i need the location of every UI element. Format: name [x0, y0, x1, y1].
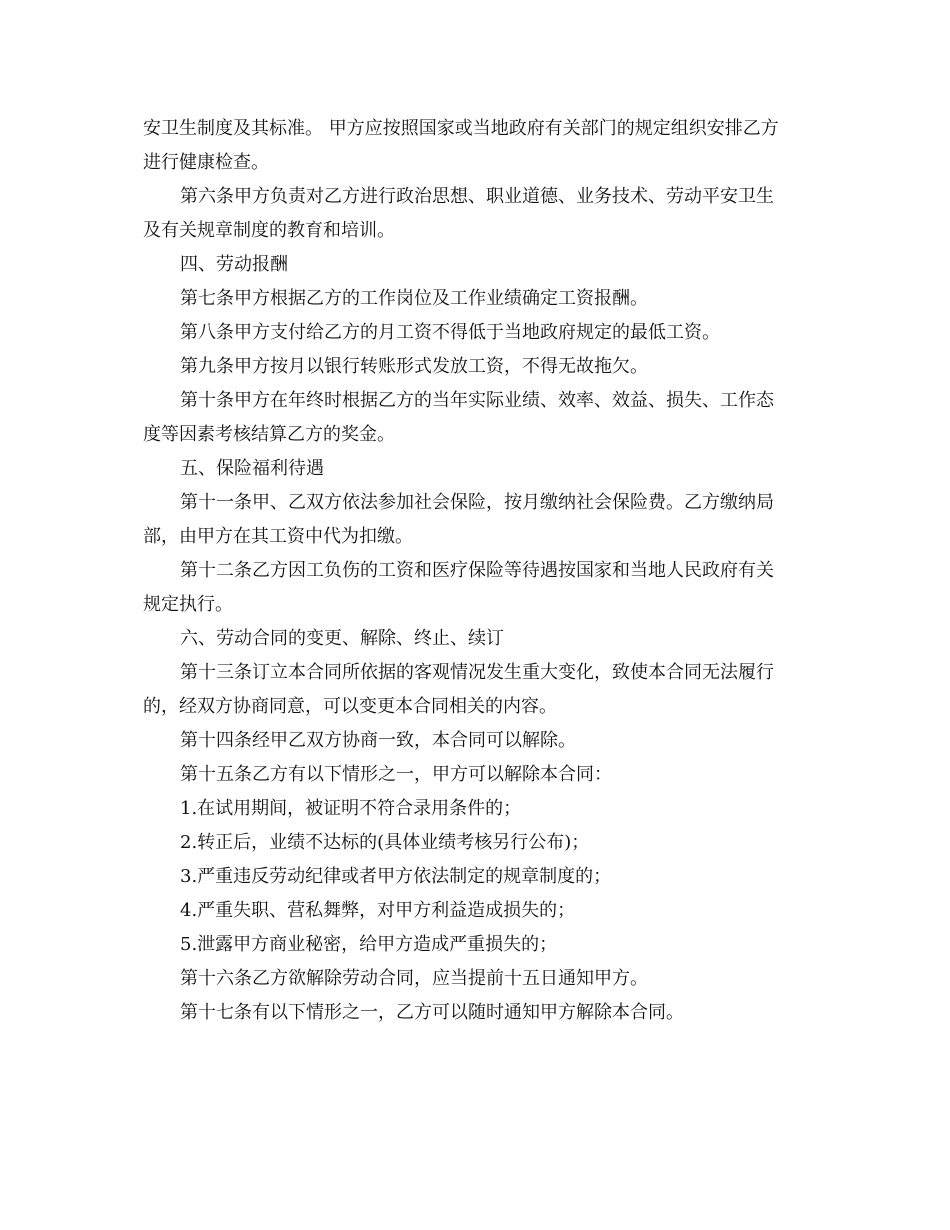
- paragraph-article-8: [143, 316, 803, 350]
- paragraph-line: 1.在试用期间，被证明不符合录用条件的；: [180, 798, 522, 819]
- section-heading-4: [143, 248, 803, 282]
- list-item-2: [143, 826, 803, 860]
- paragraph-article-15: [143, 758, 803, 792]
- list-item-1: [143, 792, 803, 826]
- paragraph-line: 第十七条有以下情形之一，乙方可以随时通知甲方解除本合同。: [180, 1002, 684, 1023]
- list-item-3: [143, 860, 803, 894]
- section-heading-5: [143, 452, 803, 486]
- paragraph-line: 安卫生制度及其标准。 甲方应按照国家或当地政府有关部门的规定组织安排乙方: [143, 118, 779, 139]
- list-item-4: [143, 894, 803, 928]
- section-heading-6: [143, 622, 803, 656]
- paragraph-line: 第七条甲方根据乙方的工作岗位及工作业绩确定工资报酬。: [180, 288, 648, 309]
- paragraph-line: 部，由甲方在其工资中代为扣缴。: [143, 526, 413, 547]
- paragraph-line: 3.严重违反劳动纪律或者甲方依法制定的规章制度的；: [180, 866, 612, 887]
- paragraph-line: 第十六条乙方欲解除劳动合同，应当提前十五日通知甲方。: [180, 968, 648, 989]
- paragraph-article-6: [143, 180, 803, 248]
- paragraph-line: 四、劳动报酬: [180, 254, 288, 275]
- paragraph-line: 5.泄露甲方商业秘密，给甲方造成严重损失的；: [180, 934, 558, 955]
- paragraph-line: 第十二条乙方因工负伤的工资和医疗保险等待遇按国家和当地人民政府有关: [180, 560, 774, 581]
- paragraph-line: 4.严重失职、营私舞弊，对甲方利益造成损失的；: [180, 900, 576, 921]
- paragraph-line: 第十一条甲、乙双方依法参加社会保险，按月缴纳社会保险费。乙方缴纳局: [180, 492, 774, 513]
- paragraph-line: 第十四条经甲乙双方协商一致，本合同可以解除。: [180, 730, 576, 751]
- paragraph-line: 及有关规章制度的教育和培训。: [143, 220, 395, 241]
- document-page: [143, 112, 803, 1030]
- paragraph-article-10: [143, 384, 803, 452]
- paragraph-line: 度等因素考核结算乙方的奖金。: [143, 424, 395, 445]
- paragraph-article-9: [143, 350, 803, 384]
- paragraph-1: [143, 112, 803, 180]
- paragraph-line: 第十条甲方在年终时根据乙方的当年实际业绩、效率、效益、损失、工作态: [180, 390, 774, 411]
- paragraph-line: 第十五条乙方有以下情形之一，甲方可以解除本合同：: [180, 764, 612, 785]
- paragraph-article-16: [143, 962, 803, 996]
- paragraph-line: 第九条甲方按月以银行转账形式发放工资，不得无故拖欠。: [180, 356, 648, 377]
- paragraph-article-7: [143, 282, 803, 316]
- paragraph-line: 第六条甲方负责对乙方进行政治思想、职业道德、业务技术、劳动平安卫生: [180, 186, 774, 207]
- paragraph-article-14: [143, 724, 803, 758]
- paragraph-line: 第十三条订立本合同所依据的客观情况发生重大变化，致使本合同无法履行: [180, 662, 774, 683]
- paragraph-article-17: [143, 996, 803, 1030]
- paragraph-article-12: [143, 554, 803, 622]
- paragraph-line: 的，经双方协商同意，可以变更本合同相关的内容。: [143, 696, 557, 717]
- paragraph-line: 第八条甲方支付给乙方的月工资不得低于当地政府规定的最低工资。: [180, 322, 720, 343]
- paragraph-line: 2.转正后，业绩不达标的(具体业绩考核另行公布)；: [180, 832, 590, 853]
- paragraph-article-11: [143, 486, 803, 554]
- paragraph-line: 六、劳动合同的变更、解除、终止、续订: [180, 628, 504, 649]
- document-body: [143, 112, 803, 1030]
- paragraph-line: 五、保险福利待遇: [180, 458, 324, 479]
- paragraph-article-13: [143, 656, 803, 724]
- paragraph-line: 进行健康检查。: [143, 152, 269, 173]
- list-item-5: [143, 928, 803, 962]
- paragraph-line: 规定执行。: [143, 594, 233, 615]
